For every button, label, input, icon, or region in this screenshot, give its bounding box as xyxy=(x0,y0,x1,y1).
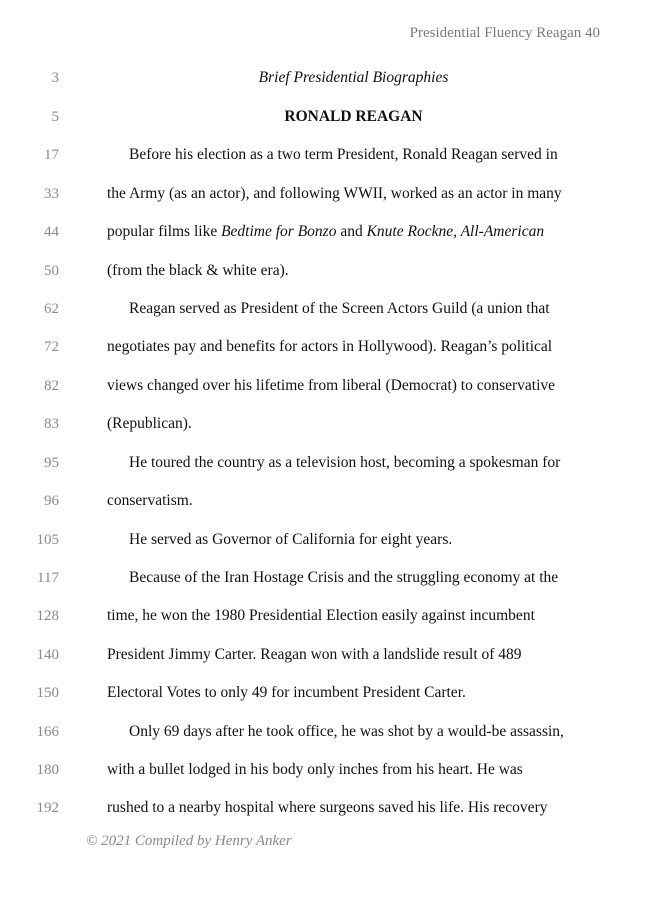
text-line xyxy=(0,451,669,475)
line-text: Only 69 days after he took office, he was shot by a would-be assassin, xyxy=(129,723,564,740)
text-line xyxy=(0,604,669,628)
line-number: 166 xyxy=(36,724,59,740)
line-text: Before his election as a two term President, Ronald Reagan served in xyxy=(129,146,558,163)
line-number: 128 xyxy=(36,608,59,624)
line-text: negotiates pay and benefits for actors in Hollywood). Reagan’s political xyxy=(107,338,553,355)
line-text: He served as Governor of California for eight years. xyxy=(129,531,453,548)
line-text: the Army (as an actor), and following WWII, worked as an actor in many xyxy=(107,185,562,202)
text-line xyxy=(0,758,669,782)
line-text: Electoral Votes to only 49 for incumbent President Carter. xyxy=(107,684,466,701)
line-text: with a bullet lodged in his body only inches from his heart. He was xyxy=(107,761,523,778)
text-line xyxy=(0,489,669,513)
line-number: 150 xyxy=(36,685,59,701)
text-run: and xyxy=(336,223,367,240)
text-line xyxy=(0,643,669,667)
line-text: time, he won the 1980 Presidential Election easily against incumbent xyxy=(107,607,535,624)
line-number: 62 xyxy=(44,301,59,317)
text-line xyxy=(0,566,669,590)
text-line xyxy=(0,143,669,167)
text-line xyxy=(0,182,669,206)
line-text: conservatism. xyxy=(107,492,193,509)
film-title: Knute Rockne, All-American xyxy=(366,223,545,240)
line-text: He toured the country as a television host, becoming a spokesman for xyxy=(129,454,561,471)
text-line xyxy=(0,335,669,359)
line-text: (from the black & white era). xyxy=(107,262,289,279)
line-number: 117 xyxy=(37,570,59,586)
line-number: 180 xyxy=(36,762,59,778)
text-line xyxy=(0,259,669,283)
line-text xyxy=(107,220,544,244)
text-run: popular films like xyxy=(107,223,222,240)
text-line xyxy=(0,528,669,552)
line-number: 140 xyxy=(36,647,59,663)
line-number: 17 xyxy=(44,147,59,163)
line-number: 83 xyxy=(44,416,59,432)
line-title xyxy=(0,105,669,129)
line-number: 82 xyxy=(44,378,59,394)
text-line xyxy=(0,220,669,244)
line-number: 72 xyxy=(44,339,59,355)
text-line xyxy=(0,412,669,436)
line-text: President Jimmy Carter. Reagan won with a landslide result of 489 xyxy=(107,646,522,663)
copyright-footer: © 2021 Compiled by Henry Anker xyxy=(86,833,292,849)
film-title: Bedtime for Bonzo xyxy=(221,223,337,240)
text-line xyxy=(0,796,669,820)
line-number: 95 xyxy=(44,455,59,471)
line-number: 44 xyxy=(44,224,59,240)
running-head: Presidential Fluency Reagan 40 xyxy=(409,25,600,41)
line-number: 96 xyxy=(44,493,59,509)
line-number: 33 xyxy=(44,186,59,202)
line-text: Because of the Iran Hostage Crisis and the struggling economy at the xyxy=(129,569,559,586)
line-text: (Republican). xyxy=(107,415,192,432)
line-text: views changed over his lifetime from liberal (Democrat) to conservative xyxy=(107,377,556,394)
text-line xyxy=(0,297,669,321)
line-text: Reagan served as President of the Screen Actors Guild (a union that xyxy=(129,300,550,317)
text-line xyxy=(0,374,669,398)
line-number: 192 xyxy=(36,800,59,816)
text-line xyxy=(0,681,669,705)
line-number: 5 xyxy=(51,109,59,125)
section-subtitle: Brief Presidential Biographies xyxy=(258,69,449,86)
line-number: 105 xyxy=(36,532,59,548)
line-text: rushed to a nearby hospital where surgeons saved his life. His recovery xyxy=(107,799,548,816)
page-title: RONALD REAGAN xyxy=(284,108,423,125)
text-line xyxy=(0,720,669,744)
line-number: 3 xyxy=(51,70,59,86)
line-subtitle xyxy=(0,66,669,90)
line-number: 50 xyxy=(44,263,59,279)
